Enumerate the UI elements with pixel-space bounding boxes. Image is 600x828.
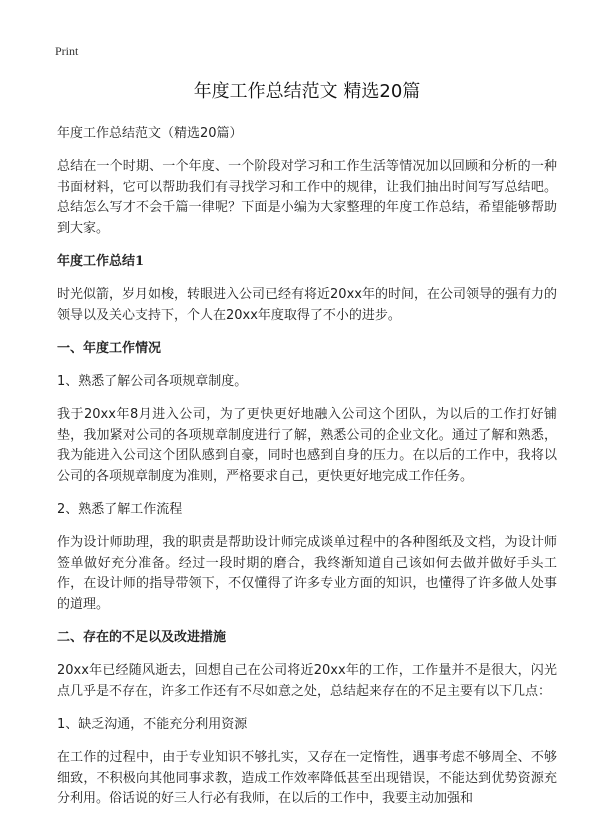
section-heading-improvement: 二、存在的不足以及改进措施 bbox=[57, 630, 227, 645]
item-rules-paragraph: 我于20xx年8月进入公司，为了更快更好地融入公司这个团队，为以后的工作打好铺垫，我加紧对公司的各项规章制度进行了解，熟悉公司的企业文化。通过了解和熟悉，我为能进入公司这个团队感到自豪，同时也感到自身的压力。在以后的工作中，我将以公司的各项规章制度为准则，严格要求自己，更快更好地完成工作任务。 bbox=[57, 407, 557, 484]
sub-communication-paragraph: 在工作的过程中，由于专业知识不够扎实，又存在一定惰性，遇事考虑不够周全、不够细致，不积极向其他同事求教，造成工作效率降低甚至出现错误，不能达到优势资源充分利用。俗话说的好三人行必有我师，在以后的工作中，我要主动加强和 bbox=[57, 750, 557, 806]
intro-paragraph: 总结在一个时期、一个年度、一个阶段对学习和工作生活等情况加以回顾和分析的一种书面材料，它可以帮助我们有寻找学习和工作中的规律，让我们抽出时间写写总结吧。总结怎么写才不会千篇一律呢？下面是小编为大家整理的年度工作总结，希望能够帮助到大家。 bbox=[57, 159, 557, 236]
sub-communication-label: 1、缺乏沟通，不能充分利用资源 bbox=[57, 717, 248, 732]
document-body bbox=[57, 80, 557, 823]
print-link[interactable]: Print bbox=[55, 44, 79, 58]
item-process-paragraph: 作为设计师助理，我的职责是帮助设计师完成谈单过程中的各种图纸及文档，为设计师签单做好充分准备。经过一段时期的磨合，我终渐知道自己该如何去做并做好手头工作，在设计师的指导带领下，不仅懂得了许多专业方面的知识，也懂得了许多做人处事的道理。 bbox=[57, 535, 557, 612]
summary-heading: 年度工作总结1 bbox=[57, 254, 145, 269]
summary-paragraph: 时光似箭，岁月如梭，转眼进入公司已经有将近20xx年的时间，在公司领导的强有力的领导以及关心支持下，个人在20xx年度取得了不小的进步。 bbox=[57, 287, 557, 323]
item-rules-label: 1、熟悉了解公司各项规章制度。 bbox=[57, 374, 248, 389]
document-title: 年度工作总结范文 精选20篇 bbox=[193, 81, 421, 102]
item-process-label: 2、熟悉了解工作流程 bbox=[57, 502, 183, 517]
document-subtitle: 年度工作总结范文（精选20篇） bbox=[57, 126, 243, 141]
improvement-paragraph: 20xx年已经随风逝去，回想自己在公司将近20xx年的工作，工作量并不是很大，闪光点几乎是不存在，许多工作还有不尽如意之处，总结起来存在的不足主要有以下几点： bbox=[57, 663, 557, 699]
section-heading-work: 一、年度工作情况 bbox=[57, 341, 162, 356]
